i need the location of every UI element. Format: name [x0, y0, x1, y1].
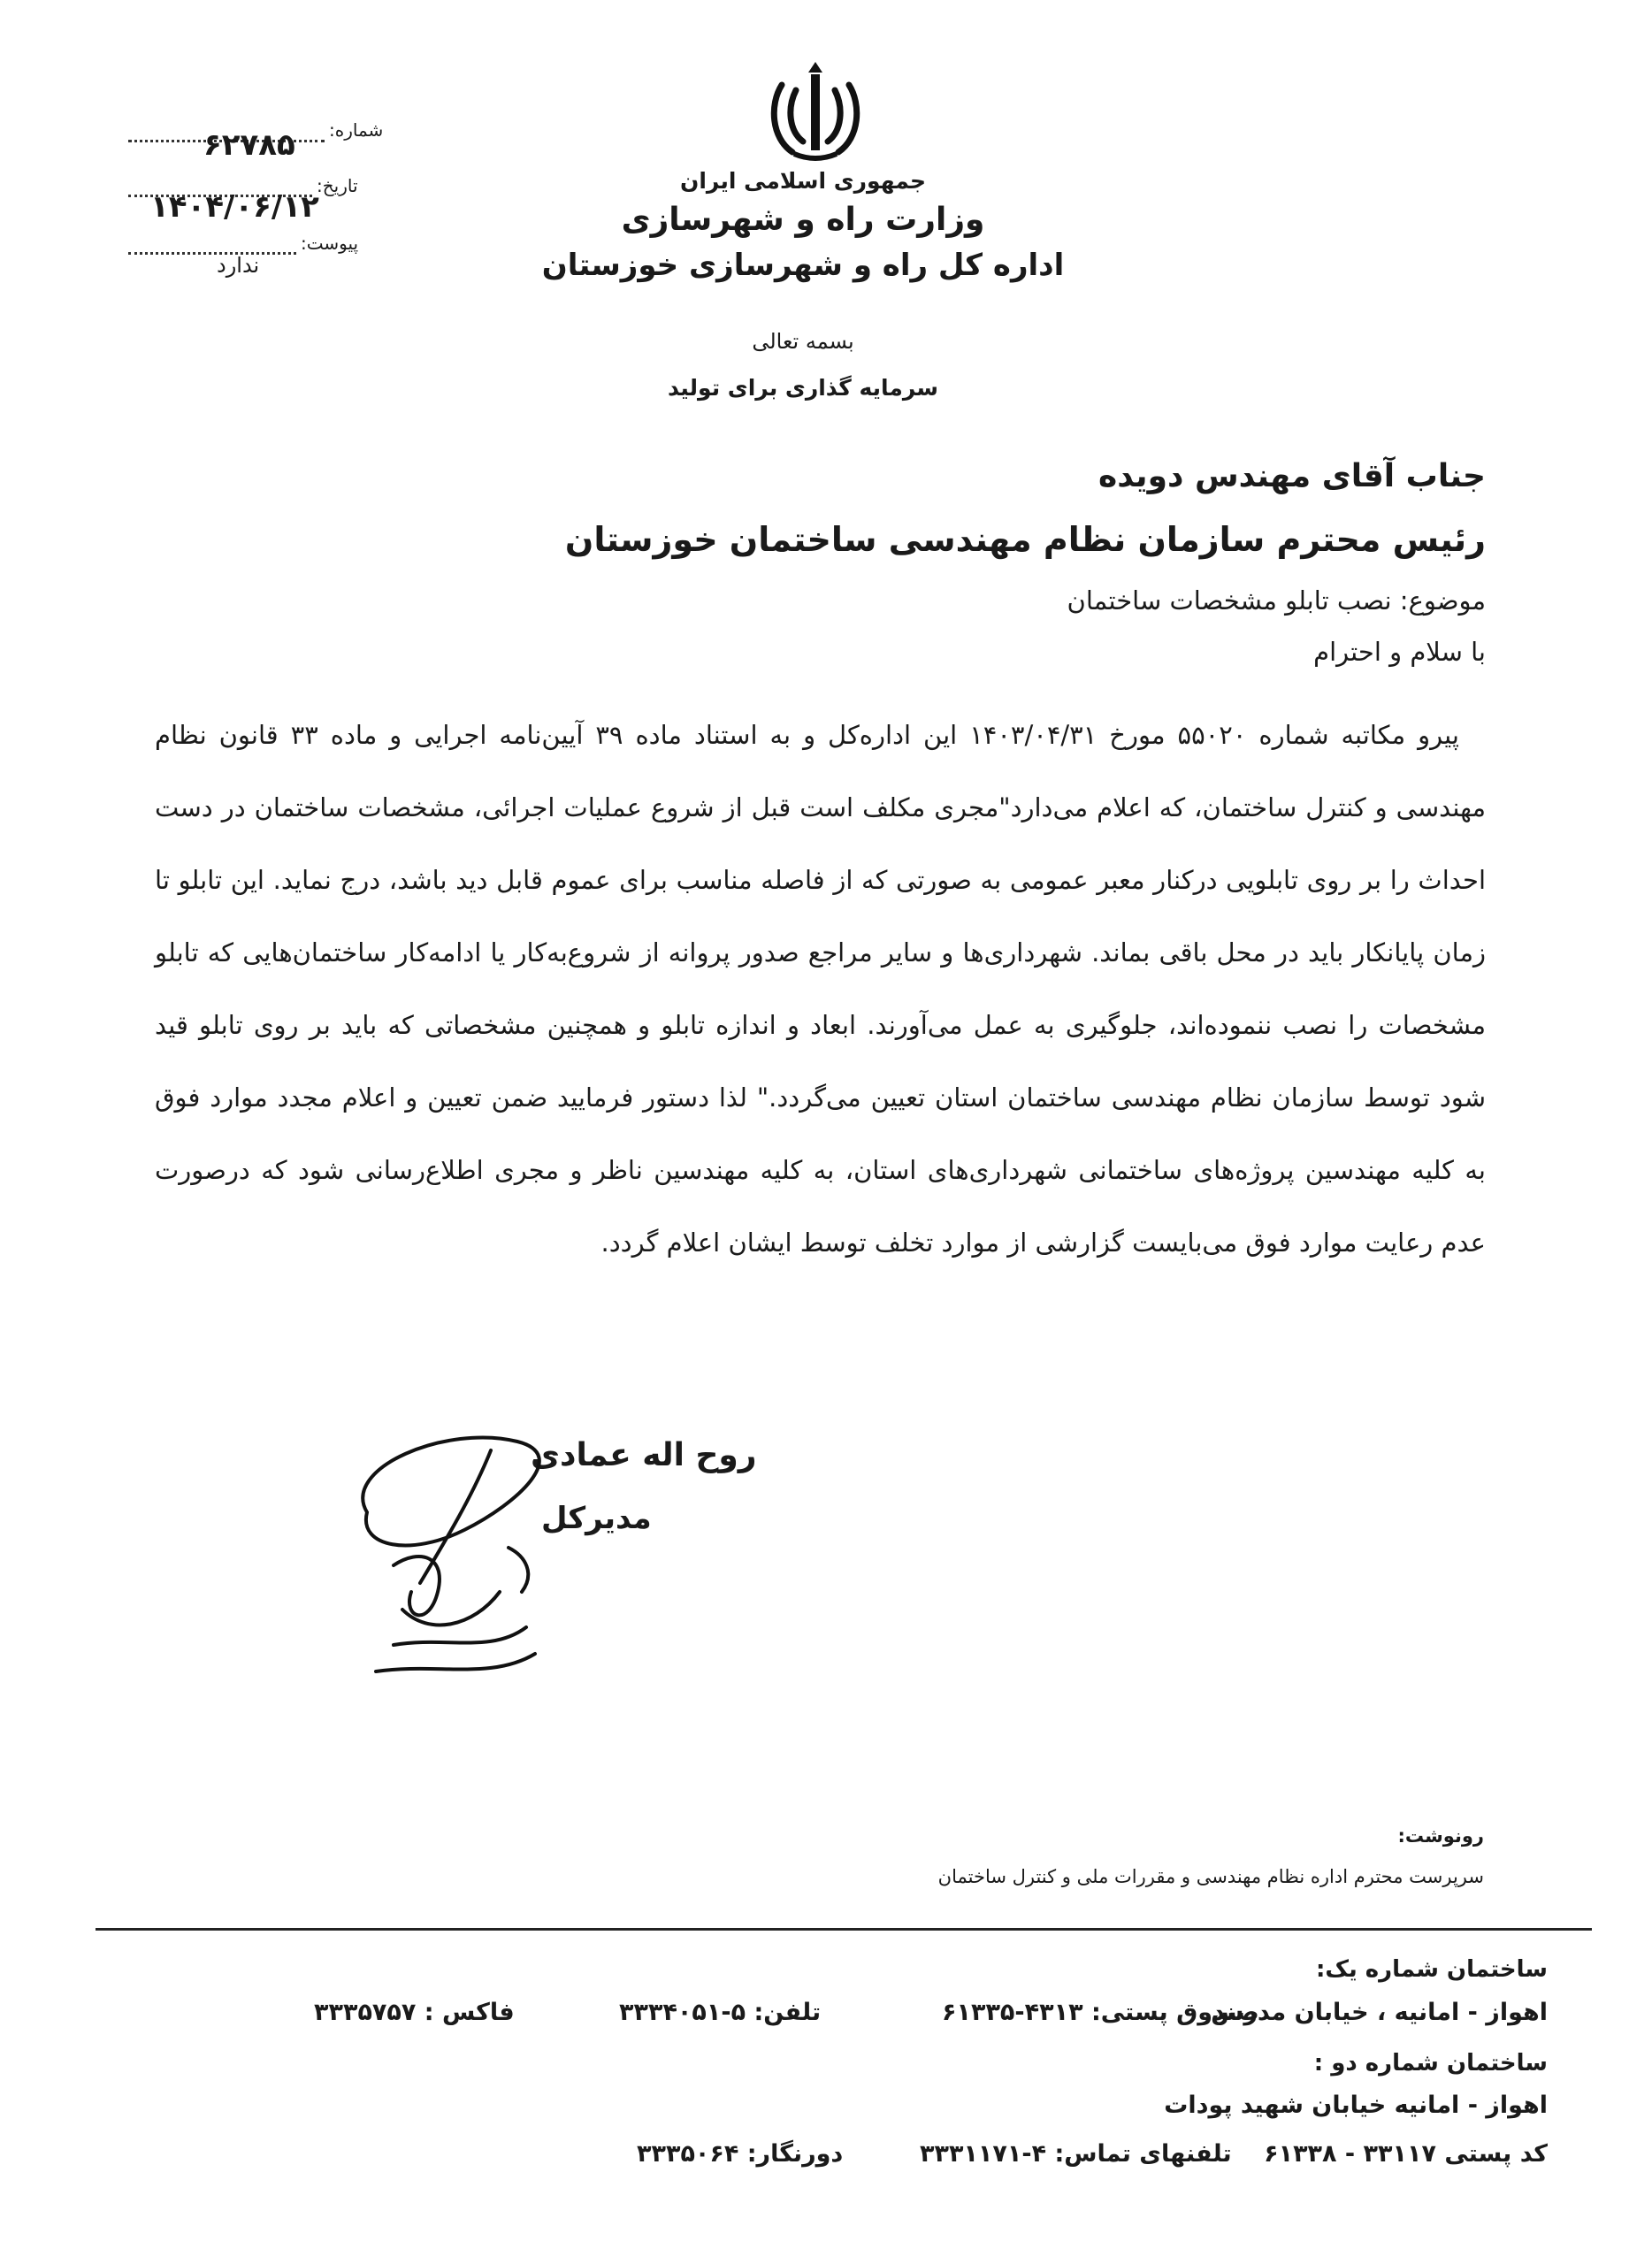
handwritten-signature [340, 1415, 606, 1698]
handwritten-note: از طرف مجید سعید دریس زاده معاونت مسکن و ساختمان [385, 1689, 407, 1690]
attachment-value: ندارد [217, 253, 260, 278]
letter-date: ۱۴۰۴/۰۶/۱۲ [150, 189, 319, 225]
building1-label: ساختمان شماره یک: [1315, 1956, 1548, 1983]
contact-phones: تلفنهای تماس: ۴-۳۳۳۱۱۷۱ [920, 2140, 1232, 2168]
building1-address: اهواز - امانیه ، خیابان مدرس [1211, 1999, 1548, 2026]
attachment-dots [128, 252, 296, 255]
phone: تلفن: ۵-۳۳۳۴۰۵۱ [619, 1999, 822, 2026]
invocation: بسمه تعالی [752, 329, 854, 354]
attachment-label: پیوست: [301, 233, 359, 254]
recipient-title: رئیس محترم سازمان نظام مهندسی ساختمان خوزستان [564, 520, 1486, 559]
fax: فاکس : ۳۳۳۵۷۵۷ [314, 1999, 515, 2026]
country-name: جمهوری اسلامی ایران [680, 168, 926, 194]
letter-subject: موضوع: نصب تابلو مشخصات ساختمان [1067, 585, 1486, 616]
po-box: صندوق پستی: ۴۳۱۳-۶۱۳۳۵ [942, 1999, 1259, 2026]
signatory-name: روح اله عمادی [531, 1437, 757, 1473]
ministry-name: وزارت راه و شهرسازی [621, 202, 985, 238]
department-name: اداره کل راه و شهرسازی خوزستان [541, 248, 1065, 283]
signatory-title: مدیرکل [541, 1501, 652, 1536]
building2-address: اهواز - امانیه خیابان شهید پودات [1164, 2092, 1548, 2119]
iran-emblem-icon [762, 60, 868, 166]
letter-number: ۶۲۷۸۵ [203, 127, 295, 163]
postal-code: کد پستی ۳۳۱۱۷ - ۶۱۳۳۸ [1264, 2140, 1548, 2168]
fax2: دورنگار: ۳۳۳۵۰۶۴ [637, 2140, 844, 2168]
greeting: با سلام و احترام [1313, 637, 1486, 667]
building2-label: ساختمان شماره دو : [1313, 2050, 1548, 2077]
footer-divider [96, 1928, 1592, 1931]
date-label: تاریخ: [317, 175, 358, 196]
slogan: سرمایه گذاری برای تولید [667, 375, 939, 401]
cc-text: سرپرست محترم اداره نظام مهندسی و مقررات ملی و کنترل ساختمان [937, 1866, 1484, 1887]
recipient-name: جناب آقای مهندس دویده [1098, 458, 1486, 494]
cc-label: رونوشت: [1397, 1825, 1484, 1847]
number-label: شماره: [329, 119, 384, 141]
letter-body: پیرو مکاتبه شماره ۵۵۰۲۰ مورخ ۱۴۰۳/۰۴/۳۱ این اداره‌کل و به استناد ماده ۳۹ آیین‌نامه اجرایی و ماده ۳۳ قانون نظام مهندسی و کنترل ساختمان، که اعلام می‌دارد"مجری مکلف است قبل از شروع عملیات اجرائی، مشخصات ساختمان در دست احداث را بر روی تابلویی درکنار معبر عمومی به صورتی که از فاصله مناسب برای عموم قابل دید باشد، درج نماید. این تابلو تا زمان پایانکار باید در محل باقی بماند. شهرداری‌ها و سایر مراجع صدور پروانه از شروع‌به‌کار یا ادامه‌کار ساختمان‌هایی که تابلو مشخصات را نصب ننموده‌اند، جلوگیری به عمل می‌آورند. ابعاد و اندازه تابلو و همچنین مشخصاتی که باید بر روی تابلو قید شود توسط سازمان نظام مهندسی ساختمان استان تعیین می‌گردد." لذا دستور فرمایید ضمن تعیین و اعلام مجدد موارد فوق به کلیه مهندسین پروژه‌های ساختمانی شهرداری‌های استان، به کلیه مهندسین ناظر و مجری اطلاع‌رسانی شود که درصورت عدم رعایت موارد فوق می‌بایست گزارشی از موارد تخلف توسط ایشان اعلام گردد. [155, 720, 1486, 1258]
